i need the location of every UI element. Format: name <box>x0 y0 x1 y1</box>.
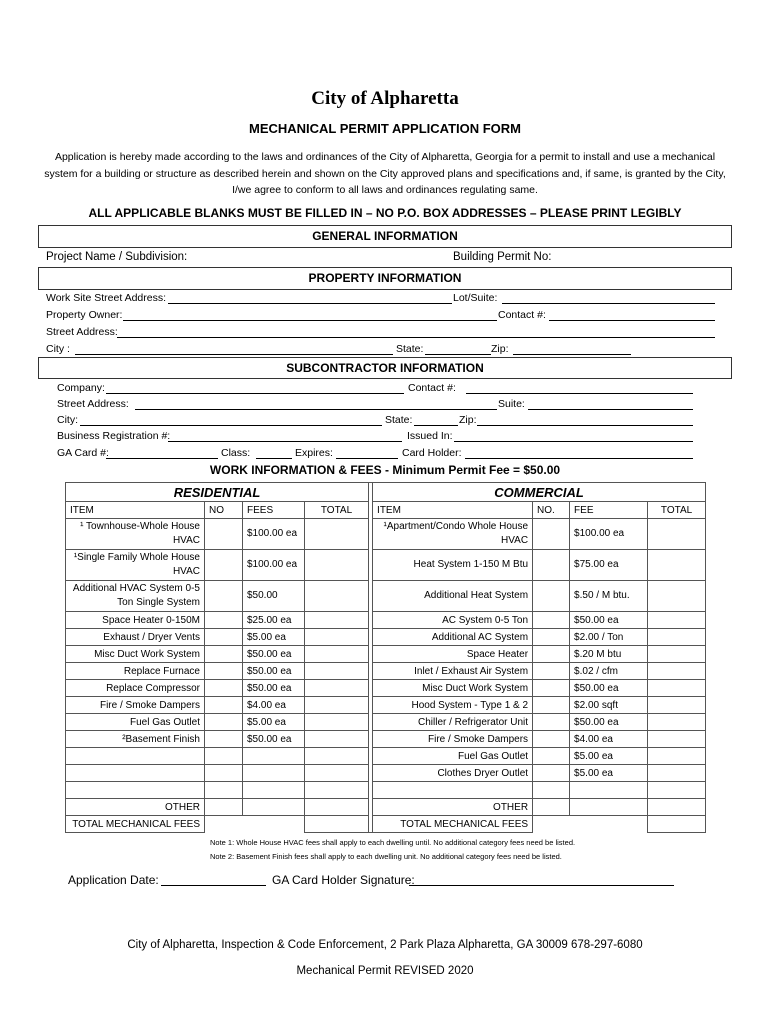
property-city-field[interactable] <box>75 354 393 355</box>
com-other-total[interactable] <box>648 799 706 816</box>
res-total[interactable] <box>305 765 369 782</box>
com-fee: $50.00 ea <box>570 680 648 697</box>
com-item: Additional AC System <box>373 629 533 646</box>
company-field[interactable] <box>106 393 404 394</box>
com-item: ¹Apartment/Condo Whole House HVAC <box>373 519 533 550</box>
com-fee: $.50 / M btu. <box>570 581 648 612</box>
com-total[interactable] <box>648 519 706 550</box>
res-item: ¹ Townhouse-Whole House HVAC <box>66 519 205 550</box>
res-other-label: OTHER <box>66 799 205 816</box>
warning-text: ALL APPLICABLE BLANKS MUST BE FILLED IN – NO P.O. BOX ADDRESSES – PLEASE PRINT LEGIBLY <box>88 206 682 220</box>
com-total[interactable] <box>648 731 706 748</box>
business-registration-field[interactable] <box>168 441 402 442</box>
com-col-item: ITEM <box>373 502 533 519</box>
fee-row <box>66 519 706 550</box>
fee-row <box>66 550 706 581</box>
sub-suite-label: Suite: <box>498 398 525 410</box>
res-fee: $50.00 ea <box>243 680 305 697</box>
sub-zip-label: Zip: <box>459 414 477 426</box>
property-contact-field[interactable] <box>549 320 715 321</box>
res-total[interactable] <box>305 680 369 697</box>
res-total[interactable] <box>305 748 369 765</box>
com-item: Hood System - Type 1 & 2 <box>373 697 533 714</box>
com-other-fee[interactable] <box>570 799 648 816</box>
res-col-item: ITEM <box>66 502 205 519</box>
building-permit-label: Building Permit No: <box>453 251 552 263</box>
res-no[interactable] <box>205 629 243 646</box>
sub-city-label: City: <box>57 414 78 426</box>
property-owner-field[interactable] <box>123 320 497 321</box>
com-other-no[interactable] <box>533 799 570 816</box>
res-item: Fuel Gas Outlet <box>66 714 205 731</box>
lot-suite-label: Lot/Suite: <box>453 292 498 304</box>
com-no[interactable] <box>533 731 570 748</box>
res-item: Additional HVAC System 0-5 Ton Single System <box>66 581 205 612</box>
fee-row <box>66 663 706 680</box>
res-other-total[interactable] <box>305 799 369 816</box>
res-col-fees: FEES <box>243 502 305 519</box>
com-fee: $.02 / cfm <box>570 663 648 680</box>
lot-suite-field[interactable] <box>502 303 715 304</box>
com-total[interactable] <box>648 646 706 663</box>
com-item: Chiller / Refrigerator Unit <box>373 714 533 731</box>
property-state-label: State: <box>396 343 424 355</box>
res-total[interactable] <box>305 612 369 629</box>
res-total-value[interactable] <box>305 816 369 833</box>
ga-card-field[interactable] <box>106 458 218 459</box>
com-item: Misc Duct Work System <box>373 680 533 697</box>
com-total[interactable] <box>648 748 706 765</box>
project-name-label: Project Name / Subdivision: <box>46 251 188 263</box>
com-item: Fire / Smoke Dampers <box>373 731 533 748</box>
application-date-field[interactable] <box>161 885 266 886</box>
res-item: Exhaust / Dryer Vents <box>66 629 205 646</box>
com-item: Fuel Gas Outlet <box>373 748 533 765</box>
com-total[interactable] <box>648 663 706 680</box>
card-holder-label: Card Holder: <box>402 447 462 459</box>
res-item: Space Heater 0-150M <box>66 612 205 629</box>
res-fee <box>243 748 305 765</box>
res-fee <box>243 765 305 782</box>
property-street-label: Street Address: <box>46 326 118 338</box>
fee-row <box>66 765 706 782</box>
com-total[interactable] <box>648 765 706 782</box>
res-no[interactable] <box>205 731 243 748</box>
worksite-address-field[interactable] <box>168 303 452 304</box>
res-fee: $5.00 ea <box>243 714 305 731</box>
note-2: Note 2: Basement Finish fees shall apply to each dwelling unit. No additional category fees need be listed. <box>210 852 562 861</box>
res-col-no: NO <box>205 502 243 519</box>
com-total-label: TOTAL MECHANICAL FEES <box>373 816 533 833</box>
application-date-label: Application Date: <box>68 873 159 887</box>
issued-in-field[interactable] <box>454 441 693 442</box>
res-total[interactable] <box>305 731 369 748</box>
res-no[interactable] <box>205 680 243 697</box>
sub-city-field[interactable] <box>80 425 382 426</box>
fee-row <box>66 697 706 714</box>
com-col-no: NO. <box>533 502 570 519</box>
residential-title: RESIDENTIAL <box>66 483 369 502</box>
com-no[interactable] <box>533 663 570 680</box>
sub-state-field[interactable] <box>414 425 458 426</box>
com-col-fee: FEE <box>570 502 648 519</box>
property-contact-label: Contact #: <box>498 309 546 321</box>
com-total[interactable] <box>648 680 706 697</box>
subcontractor-info-heading: SUBCONTRACTOR INFORMATION <box>38 357 732 379</box>
res-item <box>66 748 205 765</box>
com-no[interactable] <box>533 714 570 731</box>
com-fee: $2.00 sqft <box>570 697 648 714</box>
res-item: ¹Single Family Whole House HVAC <box>66 550 205 581</box>
sub-contact-field[interactable] <box>466 393 693 394</box>
res-other-no[interactable] <box>205 799 243 816</box>
com-total[interactable] <box>648 629 706 646</box>
res-no[interactable] <box>205 519 243 550</box>
com-item: Space Heater <box>373 646 533 663</box>
res-fee: $50.00 ea <box>243 663 305 680</box>
res-item: Misc Duct Work System <box>66 646 205 663</box>
property-zip-label: Zip: <box>491 343 509 355</box>
sub-street-field[interactable] <box>135 409 497 410</box>
res-total-label: TOTAL MECHANICAL FEES <box>66 816 205 833</box>
expires-label: Expires: <box>295 447 333 459</box>
com-total[interactable] <box>648 697 706 714</box>
res-no[interactable] <box>205 581 243 612</box>
com-other-label: OTHER <box>373 799 533 816</box>
com-fee: $2.00 / Ton <box>570 629 648 646</box>
res-total[interactable] <box>305 646 369 663</box>
footer-address: City of Alpharetta, Inspection & Code Enforcement, 2 Park Plaza Alpharetta, GA 30009 678-297-6080 <box>127 939 643 951</box>
res-fee: $100.00 ea <box>243 519 305 550</box>
work-fees-heading: WORK INFORMATION & FEES - Minimum Permit Fee = $50.00 <box>209 463 561 477</box>
worksite-address-label: Work Site Street Address: <box>46 292 167 304</box>
class-label: Class: <box>221 447 251 459</box>
fee-row <box>66 680 706 697</box>
com-no[interactable] <box>533 680 570 697</box>
com-no[interactable] <box>533 646 570 663</box>
com-total[interactable] <box>648 550 706 581</box>
res-other-fee[interactable] <box>243 799 305 816</box>
res-total[interactable] <box>305 663 369 680</box>
res-no[interactable] <box>205 765 243 782</box>
com-no[interactable] <box>533 612 570 629</box>
com-fee: $5.00 ea <box>570 748 648 765</box>
intro-text: Application is hereby made according to the laws and ordinances of the City of Alpharetta, Georgia for a permit to install and use a mechanical system for a building or structure as described herein and shown on the City approved plans and specifications and, if same, is granted by the City, I/we agree to conform to all laws and ordinances regulating same. <box>44 151 726 196</box>
fee-row <box>66 629 706 646</box>
com-item: Additional Heat System <box>373 581 533 612</box>
fees-table <box>65 482 706 833</box>
res-fee: $50.00 <box>243 581 305 612</box>
com-no[interactable] <box>533 697 570 714</box>
com-item: Inlet / Exhaust Air System <box>373 663 533 680</box>
res-no[interactable] <box>205 550 243 581</box>
res-no[interactable] <box>205 714 243 731</box>
com-fee: $4.00 ea <box>570 731 648 748</box>
res-no[interactable] <box>205 612 243 629</box>
commercial-title: COMMERCIAL <box>373 483 706 502</box>
form-subtitle: MECHANICAL PERMIT APPLICATION FORM <box>248 121 522 136</box>
page-title: City of Alpharetta <box>311 88 459 109</box>
sub-street-label: Street Address: <box>57 398 129 410</box>
com-fee: $5.00 ea <box>570 765 648 782</box>
res-item: Replace Furnace <box>66 663 205 680</box>
fee-row <box>66 714 706 731</box>
com-no[interactable] <box>533 519 570 550</box>
com-total[interactable] <box>648 581 706 612</box>
fee-row <box>66 646 706 663</box>
com-fee: $50.00 ea <box>570 714 648 731</box>
class-field[interactable] <box>256 458 292 459</box>
res-total[interactable] <box>305 629 369 646</box>
sub-suite-field[interactable] <box>528 409 693 410</box>
building-permit-field[interactable] <box>560 263 710 264</box>
res-no[interactable] <box>205 748 243 765</box>
com-item: Heat System 1-150 M Btu <box>373 550 533 581</box>
com-item: Clothes Dryer Outlet <box>373 765 533 782</box>
card-holder-field[interactable] <box>465 458 693 459</box>
sub-contact-label: Contact #: <box>408 382 456 394</box>
signature-label: GA Card Holder Signature: <box>272 873 415 887</box>
res-item: Fire / Smoke Dampers <box>66 697 205 714</box>
com-no[interactable] <box>533 748 570 765</box>
com-fee: $75.00 ea <box>570 550 648 581</box>
fee-row <box>66 581 706 612</box>
res-no[interactable] <box>205 697 243 714</box>
res-item: Replace Compressor <box>66 680 205 697</box>
res-fee: $50.00 ea <box>243 731 305 748</box>
property-zip-field[interactable] <box>513 354 631 355</box>
property-state-field[interactable] <box>425 354 491 355</box>
com-col-total: TOTAL <box>648 502 706 519</box>
project-name-field[interactable] <box>200 263 450 264</box>
general-info-heading: GENERAL INFORMATION <box>38 225 732 248</box>
res-total[interactable] <box>305 714 369 731</box>
property-owner-label: Property Owner: <box>46 309 123 321</box>
res-no[interactable] <box>205 646 243 663</box>
com-no[interactable] <box>533 629 570 646</box>
res-total[interactable] <box>305 697 369 714</box>
res-total[interactable] <box>305 581 369 612</box>
res-no[interactable] <box>205 663 243 680</box>
com-fee: $100.00 ea <box>570 519 648 550</box>
fee-row <box>66 748 706 765</box>
res-item: ²Basement Finish <box>66 731 205 748</box>
property-street-field[interactable] <box>117 337 715 338</box>
com-total[interactable] <box>648 612 706 629</box>
signature-field[interactable] <box>409 885 674 886</box>
ga-card-label: GA Card #: <box>57 447 109 459</box>
com-item: AC System 0-5 Ton <box>373 612 533 629</box>
res-fee: $100.00 ea <box>243 550 305 581</box>
res-total[interactable] <box>305 519 369 550</box>
footer-revision: Mechanical Permit REVISED 2020 <box>296 965 474 977</box>
com-fee: $.20 M btu <box>570 646 648 663</box>
sub-state-label: State: <box>385 414 413 426</box>
res-fee: $50.00 ea <box>243 646 305 663</box>
res-fee: $25.00 ea <box>243 612 305 629</box>
note-1: Note 1: Whole House HVAC fees shall apply to each dwelling until. No additional category fees need be listed. <box>210 838 576 847</box>
sub-zip-field[interactable] <box>477 425 693 426</box>
property-city-label: City : <box>46 343 70 355</box>
expires-field[interactable] <box>336 458 398 459</box>
res-col-total: TOTAL <box>305 502 369 519</box>
com-no[interactable] <box>533 581 570 612</box>
fee-row <box>66 731 706 748</box>
res-fee: $4.00 ea <box>243 697 305 714</box>
property-info-heading: PROPERTY INFORMATION <box>38 267 732 290</box>
res-item <box>66 765 205 782</box>
com-total-value[interactable] <box>648 816 706 833</box>
com-no[interactable] <box>533 765 570 782</box>
com-total[interactable] <box>648 714 706 731</box>
fee-row <box>66 612 706 629</box>
company-label: Company: <box>57 382 105 394</box>
issued-in-label: Issued In: <box>407 430 453 442</box>
res-fee: $5.00 ea <box>243 629 305 646</box>
com-no[interactable] <box>533 550 570 581</box>
res-total[interactable] <box>305 550 369 581</box>
business-registration-label: Business Registration #: <box>57 430 171 442</box>
com-fee: $50.00 ea <box>570 612 648 629</box>
